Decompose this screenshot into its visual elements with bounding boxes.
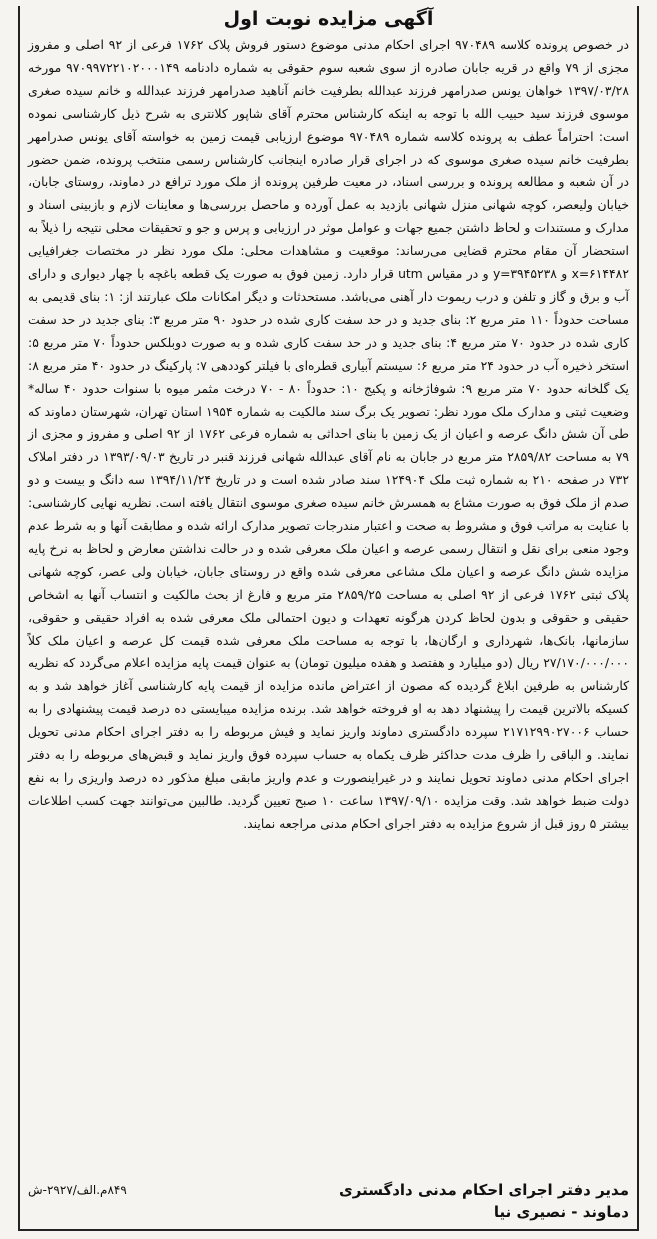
notice-title: آگهی مزایده نوبت اول [223, 8, 434, 30]
notice-body: در خصوص پرونده کلاسه ۹۷۰۴۸۹ اجرای احکام مدنی موضوع دستور فروش پلاک ۱۷۶۲ فرعی از ۹۲ اصلی و مفروز مجزی از ۷۹ واقع در قریه جابان صادره از سوی شعبه سوم حقوقی به شماره دادنامه ۹۷۰۹۹۷۲۲۱۰۲۰۰۰۱۴۹ مورخه ۱۳۹۷/۰۳/۲۸ خواهان یونس صدرامهر فرزند عبدالله بطرفیت خانم آناهید صدرامهر فرزند عبدالله و خانم سیده صغری موسوی فرزند سید حبیب الله با توجه به اینکه کارشناس محترم آقای شاپور کلانتری به شرح ذیل کارشناسی نموده است: احتراماً عطف به پرونده کلاسه شماره ۹۷۰۴۸۹ موضوع ارزیابی قیمت زمین به خواسته آقای یونس صدرامهر بطرفیت خانم سیده صغری موسوی که در اجرای قرار صادره اینجانب کارشناس رسمی منتخب پرونده، ضمن حضور در آن شعبه و مطالعه پرونده و بررسی اسناد، در معیت طرفین پرونده از ملک مورد ترافع در دماوند، روستای جابان، خیابان ولیعصر، کوچه شهانی منزل شهانی بازدید به عمل آورده و ماحصل بررسی‌ها و معاینات لازم و بازبینی اسناد و مدارک و مستندات و لحاظ داشتن جمیع جهات و عوامل موثر در ارزیابی و پرس و جو و تحقیقات محلی نتیجه را ذیلاً به استحضار آن مقام محترم قضایی می‌رساند: موقعیت و مشاهدات محلی: ملک مورد نظر در مختصات جغرافیایی x=۶۱۴۴۸۲ و y=۳۹۴۵۲۳۸ و در مقیاس utm قرار دارد. زمین فوق به صورت یک قطعه باغچه با چهار دیواری و دارای آب و برق و گاز و تلفن و درب ریموت دار آهنی می‌باشد. مستحدثات و دیگر امکانات ملک عبارتند از: ۱: بنای قدیمی به مساحت حدوداً ۱۱۰ متر مربع ۲: بنای جدید و در حد سفت کاری شده در حدود ۹۰ متر مربع ۳: بنای جدید در حد سفت کاری شده در حدود ۷۰ متر مربع ۴: بنای جدید و در حد سفت کاری شده و به صورت دوبلکس حدوداً ۷۰ متر مربع ۵: استخر ذخیره آب در حدود ۲۴ متر مربع ۶: سیستم آبیاری قطره‌ای با فیلتر کوددهی ۷: پارکینگ در حدود ۴۰ متر مربع ۸: یک گلخانه حدود ۷۰ متر مربع ۹: شوفاژخانه و پکیج ۱۰: حدوداً ۸۰ - ۷۰ درخت مثمر میوه با سنوات حدود ۴۰ ساله* وضعیت ثبتی و مدارک ملک مورد نظر: تصویر یک برگ سند مالکیت به شماره ۱۹۵۴ استان تهران، شهرستان دماوند که طی آن شش دانگ عرصه و اعیان از یک زمین با بنای احداثی به شماره فرعی ۱۷۶۲ از ۹۲ اصلی و مفروز و مجزی از ۷۹ به مساحت ۲۸۵۹/۸۲ متر مربع در جابان به نام آقای عبدالله شهانی فرزند قنبر در تاریخ ۱۳۹۳/۰۹/۰۳ در دفتر املاک ۷۳۲ در صفحه ۲۱۰ به شماره ثبت ملک ۱۲۴۹۰۴ سند صادر شده است و در تاریخ ۱۳۹۴/۱۱/۲۴ سه دانگ و بیست و دو صدم از ملک فوق به صورت مشاع به همسرش خانم سیده صغری موسوی انتقال یافته است. نظریه نهایی کارشناسی: با عنایت به مراتب فوق و مشروط به صحت و اعتبار مندرجات تصویر مدارک ارائه شده و مطابقت آنها و به شرط عدم وجود منعی برای نقل و انتقال رسمی عرصه و اعیان ملک معرفی شده و در حالت نداشتن معارض و لحاظ به نرخ پایه مزایده شش دانگ عرصه و اعیان ملک مشاعی معرفی شده واقع در روستای جابان، خیابان ولی عصر، کوچه شهانی پلاک ثبتی ۱۷۶۲ فرعی از ۹۲ اصلی به مساحت ۲۸۵۹/۲۵ متر مربع و فارغ از بحث مالکیت و انتساب آنها به اشخاص حقیقی و حقوقی و بدون لحاظ کردن هرگونه تعهدات و دیون احتمالی ملک معرفی شده به افراد حقیقی و حقوقی، سازمانها، بانک‌ها، شهرداری و ارگان‌ها، با توجه به مساحت ملک معرفی شده قیمت کل عرصه و اعیان ملک کلاً ۲۷/۱۷۰/۰۰۰/۰۰۰ ریال (دو میلیارد و هفتصد و هفده میلیون تومان) به عنوان قیمت پایه مزایده اعلام می‌گردد که نظریه کارشناس به طرفین ابلاغ گردیده که مصون از اعتراض مانده مزایده از قیمت پایه کارشناسی آغاز خواهد شد و به کسیکه بالاترین قیمت را پیشنهاد دهد به او فروخته خواهد شد. برنده مزایده میبایستی ده درصد قیمت پیشنهادی را به حساب ۲۱۷۱۲۹۹۰۲۷۰۰۶ سپرده دادگستری دماوند واریز نماید و فیش مربوطه را به دفتر اجرای احکام مدنی تحویل نمایند. و الباقی را ظرف مدت حداکثر ظرف یکماه به حساب سپرده فوق واریز نماید و قبض‌های مربوطه را به دفتر اجرای احکام مدنی دماوند تحویل نمایند و در غیراینصورت و عدم واریز مابقی مبلغ مذکور ده درصد واریزی را به نفع دولت ضبط خواهد شد. وقت مزایده ۱۳۹۷/۰۹/۱۰ ساعت ۱۰ صبح تعیین گردید. طالبین می‌توانند جهت کسب اطلاعات بیشتر ۵ روز قبل از شروع مزایده به دفتر اجرای احکام مدنی مراجعه نمایند. [28, 37, 630, 831]
notice-frame [18, 6, 639, 1231]
reference-code: ۸۴۹م.الف/۲۹۲۷-ش [28, 1183, 127, 1197]
signature: مدیر دفتر اجرای احکام مدنی دادگستری دماوند - نصیری نیا [339, 1181, 629, 1221]
notice-footer [28, 1179, 629, 1223]
